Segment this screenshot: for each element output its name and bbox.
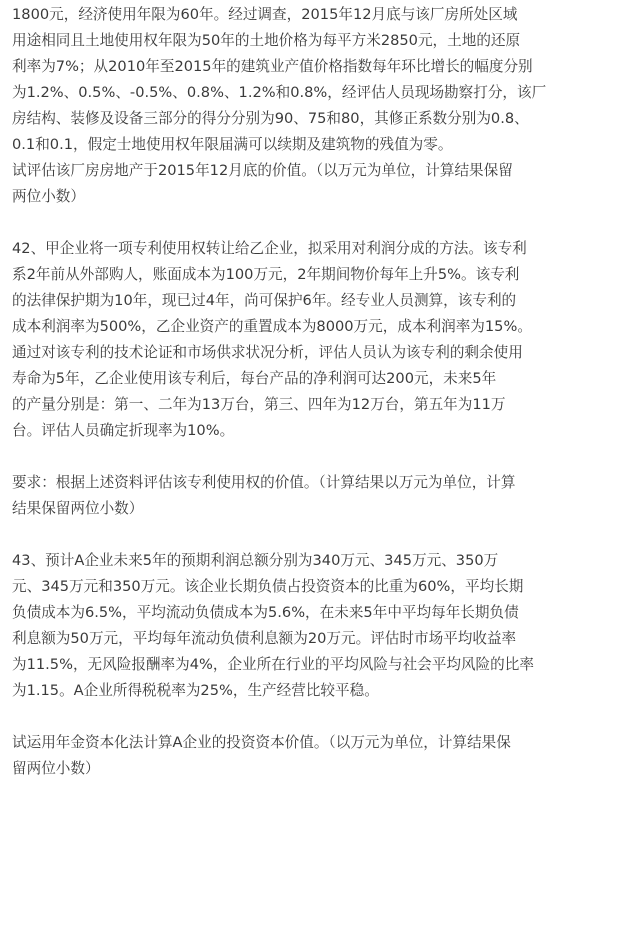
document-body <box>12 2 616 782</box>
paragraph-spacer <box>12 444 616 470</box>
paragraph-spacer <box>12 704 616 730</box>
paragraph-question-43-requirement: 试运用年金资本化法计算A企业的投资资本价值。（以万元为单位，计算结果保 留两位小数） <box>12 734 511 777</box>
paragraph-spacer <box>12 210 616 236</box>
paragraph-spacer <box>12 522 616 548</box>
paragraph-question-42-requirement: 要求：根据上述资料评估该专利使用权的价值。（计算结果以万元为单位，计算 结果保留两位小数） <box>12 474 516 517</box>
paragraph-question-42: 42、甲企业将一项专利使用权转让给乙企业，拟采用对利润分成的方法。该专利 系2年前从外部购人，账面成本为100万元，2年期间物价每年上升5%。该专利 的法律保护期为10年，现已过4年，尚可保护6年。经专业人员测算，该专利的 成本利润率为500%，乙企业资产的重置成本为8000万元，成本利润率为15%。 通过对该专利的技术论证和市场供求状况分析，评估人员认为该专利的剩余使用 寿命为5年，乙企业使用该专利后，每台产品的净利润可达200元，未来5年 的产量分别是：第一、二年为13万台，第三、四年为12万台，第五年为11万 台。评估人员确定折现率为10%。 <box>12 240 532 439</box>
paragraph-property-valuation: 1800元，经济使用年限为60年。经过调查，2015年12月底与该厂房所处区域 用途相同且土地使用权年限为50年的土地价格为每平方米2850元，土地的还原 利率为7%；从2010年至2015年的建筑业产值价格指数每年环比增长的幅度分别 为1.2%、0.5%、-0.5%、0.8%、1.2%和0.8%，经评估人员现场勘察打分，该厂 房结构、装修及设备三部分的得分分别为90、75和80，其修正系数分别为0.8、 0.1和0.1，假定士地使用权年限届满可以续期及建筑物的残值为零。 试评估该厂房房地产于2015年12月底的价值。（以万元为单位，计算结果保留 两位小数） <box>12 6 547 205</box>
paragraph-question-43: 43、预计A企业未来5年的预期利润总额分别为340万元、345万元、350万 元、345万元和350万元。该企业长期负债占投资资本的比重为60%，平均长期 负债成本为6.5%，平均流动负债成本为5.6%，在未来5年中平均每年长期负债 利息额为50万元，平均每年流动负债利息额为20万元。评估时市场平均收益率 为11.5%，无风险报酬率为4%，企业所在行业的平均风险与社会平均风险的比率 为1.15。A企业所得税税率为25%，生产经营比较平稳。 <box>12 552 534 699</box>
